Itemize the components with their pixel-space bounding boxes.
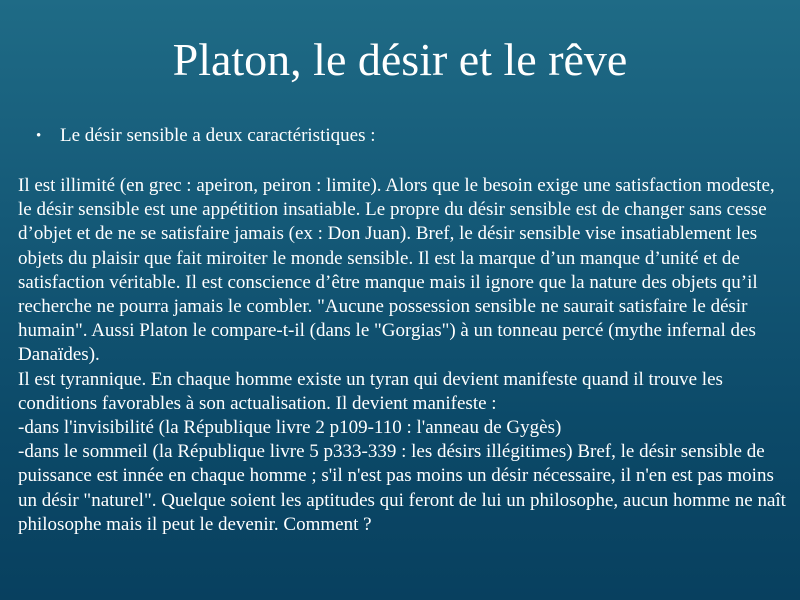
slide-title: Platon, le désir et le rêve xyxy=(172,34,628,85)
paragraph-sommeil: -dans le sommeil (la République livre 5 p333-339 : les désirs illégitimes) Bref, le désir sensible de puissance est innée en chaque homme ; s'il n'est pas moins un désir nécessaire, il n'en est pas moins un désir "naturel". Quelque soient les aptitudes qui feront de lui un philosophe, aucun homme ne naît philosophe mais il peut le devenir. Comment ? xyxy=(18,441,786,535)
bullet-item xyxy=(36,124,776,148)
paragraph-tyrannique: Il est tyrannique. En chaque homme existe un tyran qui devient manifeste quand il trouve les conditions favorables à son actualisation. Il devient manifeste : xyxy=(18,368,723,414)
paragraph-illimite: Il est illimité (en grec : apeiron, peiron : limite). Alors que le besoin exige une satisfaction modeste, le désir sensible est une appétition insatiable. Le propre du désir sensible est de changer sans cesse d’objet et de ne se satisfaire jamais (ex : Don Juan). Bref, le désir sensible vise insatiablement les objets du plaisir que fait miroiter le monde sensible. Il est la marque d’un manque d’unité et de satisfaction véritable. Il est conscience d’être manque mais il ignore que la nature des objets qu’il recherche ne pourra jamais le combler. "Aucune possession sensible ne saurait satisfaire le désir humain". Aussi Platon le compare-t-il (dans le "Gorgias") à un tonneau percé (mythe infernal des Danaïdes). xyxy=(18,175,775,366)
body-text xyxy=(18,174,788,537)
bullet-dot-icon: • xyxy=(36,128,42,144)
paragraph-invisibilite: -dans l'invisibilité (la République livre 2 p109-110 : l'anneau de Gygès) xyxy=(18,417,562,439)
bullet-text: Le désir sensible a deux caractéristiques : xyxy=(60,125,376,146)
